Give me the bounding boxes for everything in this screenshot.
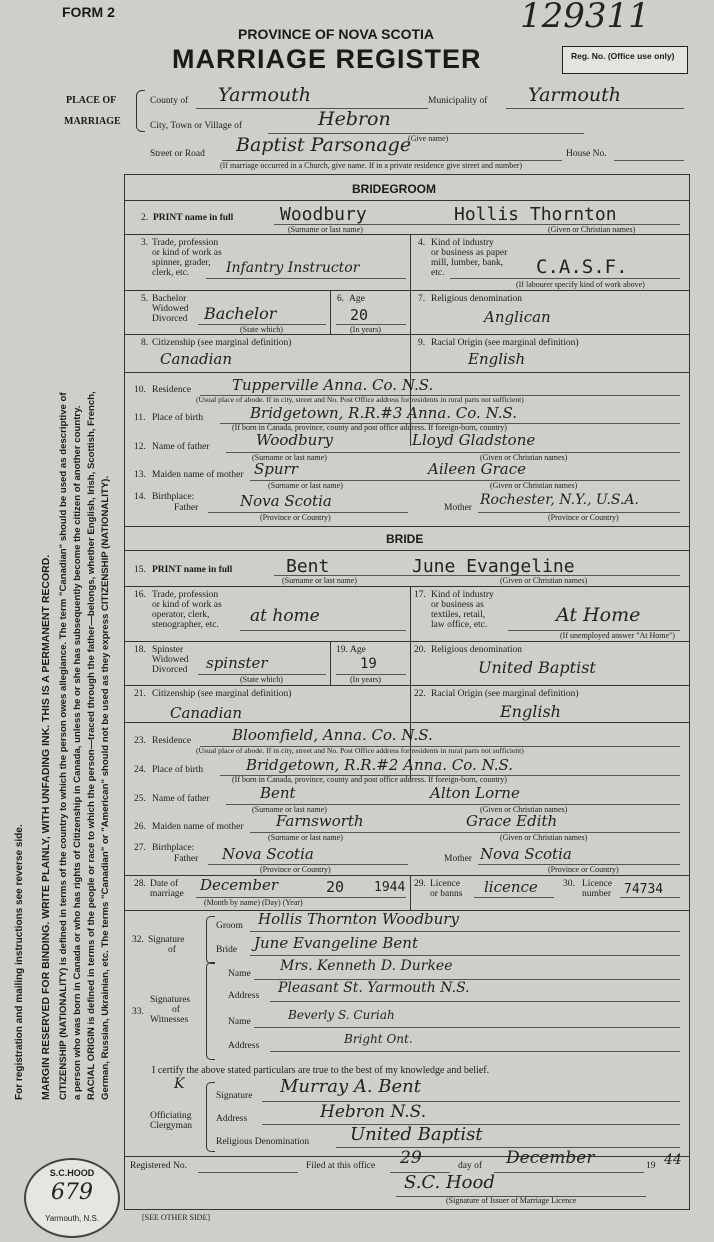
cap-prov-2: (Province or Country) <box>548 513 619 522</box>
f11-num: 11. <box>134 413 146 423</box>
bride-father-given: Alton Lorne <box>430 784 520 802</box>
cap-state-2: (State which) <box>240 675 283 684</box>
f30-label-2: number <box>582 889 612 899</box>
marriage-day: 20 <box>326 878 345 896</box>
bride-given: June Evangeline <box>412 556 575 577</box>
bride-trade: at home <box>250 606 320 626</box>
f28-num: 28. <box>134 879 146 889</box>
margin-text-2: MARGIN RESERVED FOR BINDING. WRITE PLAINLY, WITH UNFADING INK. THIS IS A PERMANENT RECORD. <box>40 554 52 1100</box>
place-label-2: MARRIAGE <box>64 116 121 127</box>
f21-label: Citizenship (see marginal definition) <box>152 689 292 699</box>
f2-label: PRINT name in full <box>153 213 234 223</box>
filed-year: 44 <box>664 1152 682 1168</box>
f7-num: 7. <box>418 294 426 304</box>
f5-num: 5. <box>141 294 149 304</box>
cap-surname-6: (Surname or last name) <box>268 833 343 842</box>
f16-label-3: operator, clerk, <box>152 610 210 620</box>
groom-mother-surname: Spurr <box>254 460 298 478</box>
f10-cap: (Usual place of abode. If in city, street and No. Post Office address for residents in rural parts not sufficient) <box>196 395 524 404</box>
groom-mother-given: Aileen Grace <box>428 460 526 478</box>
f33-num: 33. <box>132 1007 144 1017</box>
reg-no-box <box>562 46 688 74</box>
f11-label: Place of birth <box>152 413 204 423</box>
licence-number: 74734 <box>624 882 664 897</box>
province-title: PROVINCE OF NOVA SCOTIA <box>238 26 435 42</box>
cap-given-4: (Given or Christian names) <box>500 576 588 585</box>
bride-father-birth: Nova Scotia <box>222 845 314 863</box>
clergy-label-1: Officiating <box>150 1111 192 1121</box>
clergy-signature: Murray A. Bent <box>280 1076 422 1097</box>
bride-sig-label: Bride <box>216 945 238 955</box>
witness1-address: Pleasant St. Yarmouth N.S. <box>278 980 470 996</box>
marriage-year: 1944 <box>374 880 406 895</box>
bride-industry: At Home <box>556 604 641 626</box>
f25-label: Name of father <box>152 794 210 804</box>
cap-prov-3: (Province or Country) <box>260 865 331 874</box>
margin-text-4: a person who was born in Canada or who has rights of Citizenship in Canada, unless he or she has subsequently become the citizen of another country. <box>72 405 83 1100</box>
f24-num: 24. <box>134 765 146 775</box>
f8-label: Citizenship (see marginal definition) <box>152 338 292 348</box>
bride-surname: Bent <box>286 556 330 577</box>
f4-note: (If labourer specify kind of work above) <box>516 280 645 289</box>
cap-date: (Month by name) (Day) (Year) <box>204 898 303 907</box>
document-title: MARRIAGE REGISTER <box>172 44 482 74</box>
f32-num: 32. <box>132 935 144 945</box>
bride-father-surname: Bent <box>260 784 296 802</box>
cap-prov-4: (Province or Country) <box>548 865 619 874</box>
clergy-denomination: United Baptist <box>350 1124 483 1145</box>
reg-no-label: Reg. No. (Office use only) <box>571 51 675 61</box>
f26-label: Maiden name of mother <box>152 822 244 832</box>
f18-num: 18. <box>134 645 146 655</box>
clergy-denom-label: Religious Denomination <box>216 1137 310 1147</box>
witness2-name: Beverly S. Curiah <box>288 1008 395 1022</box>
bride-age: 19 <box>360 656 377 672</box>
filed-month: December <box>506 1148 595 1168</box>
bride-racial: English <box>500 702 561 721</box>
f4-label-4: etc. <box>431 268 445 278</box>
city-value: Hebron <box>318 108 391 130</box>
groom-sig-label: Groom <box>216 921 243 931</box>
place-brace <box>136 90 145 132</box>
f18-label-3: Divorced <box>152 665 188 675</box>
f10-num: 10. <box>134 385 146 395</box>
f3-label-3: spinner, grader, <box>152 258 211 268</box>
f5-label-2: Widowed <box>152 304 189 314</box>
f27-mother-label: Mother <box>444 854 472 864</box>
f14-label-2: Father <box>174 503 199 513</box>
municipality-label: Municipality of <box>428 96 488 106</box>
witness2-address: Bright Ont. <box>344 1032 413 1046</box>
f26-num: 26. <box>134 822 146 832</box>
county-label: County of <box>150 96 189 106</box>
section-bridegroom: BRIDEGROOM <box>352 182 436 196</box>
sig-brace <box>206 916 215 964</box>
f3-num: 3. <box>141 238 149 248</box>
groom-mother-birth: Rochester, N.Y., U.S.A. <box>480 492 639 508</box>
give-name-caption: (Give name) <box>408 134 449 143</box>
f9-label: Racial Origin (see marginal definition) <box>431 338 579 348</box>
bride-mother-given: Grace Edith <box>466 812 558 830</box>
cap-given-1: (Given or Christian names) <box>548 225 636 234</box>
f3-label-1: Trade, profession <box>152 238 219 248</box>
issuer-signature: S.C. Hood <box>404 1172 495 1193</box>
f17-num: 17. <box>414 590 426 600</box>
f24-label: Place of birth <box>152 765 204 775</box>
f9-num: 9. <box>418 338 426 348</box>
groom-signature: Hollis Thornton Woodbury <box>258 910 459 928</box>
f2-num: 2. <box>141 213 149 223</box>
bride-signature: June Evangeline Bent <box>254 934 418 952</box>
groom-age: 20 <box>350 306 369 324</box>
groom-industry: C.A.S.F. <box>536 256 628 278</box>
f23-label: Residence <box>152 736 192 746</box>
margin-text-6: German, Russian, Ukrainian, etc. The terms "Canadian" or "American" should not be used as they express CITIZENSHIP (NATIONALITY). <box>100 476 111 1100</box>
groom-residence: Tupperville Anna. Co. N.S. <box>232 376 434 394</box>
f12-num: 12. <box>134 442 146 452</box>
cap-given-6: (Given or Christian names) <box>500 833 588 842</box>
day-of-label: day of <box>458 1161 483 1171</box>
groom-racial: English <box>468 350 526 368</box>
f27-label-2: Father <box>174 854 199 864</box>
street-label: Street or Road <box>150 149 205 159</box>
f3-label-4: clerk, etc. <box>152 268 190 278</box>
f23-num: 23. <box>134 736 146 746</box>
f22-label: Racial Origin (see marginal definition) <box>431 689 579 699</box>
stamp-top-text: S.C.HOOD <box>49 1168 95 1178</box>
f3-label-2: or kind of work as <box>152 248 222 258</box>
clergy-sig-label: Signature <box>216 1091 253 1101</box>
f28-label-2: marriage <box>150 889 184 899</box>
bride-birthplace: Bridgetown, R.R.#2 Anna. Co. N.S. <box>246 756 514 774</box>
f6-label: Age <box>349 294 365 304</box>
f29-num: 29. <box>414 879 426 889</box>
filed-day: 29 <box>400 1148 422 1168</box>
county-value: Yarmouth <box>218 84 312 106</box>
wit-label-1: Signatures <box>150 995 191 1005</box>
filed-label: Filed at this office <box>306 1161 376 1171</box>
f13-num: 13. <box>134 470 146 480</box>
f15-label: PRINT name in full <box>152 565 233 575</box>
f4-label-2: or business as paper <box>431 248 508 258</box>
margin-text-5: RACIAL ORIGIN is defined in terms of the people or race to which the person—traced through the father—belongs, whether English, Irish, Scottish, French, <box>86 391 97 1100</box>
f6-num: 6. <box>337 294 345 304</box>
f13-label: Maiden name of mother <box>152 470 244 480</box>
f14-num: 14. <box>134 492 146 502</box>
form-number: FORM 2 <box>62 4 115 20</box>
f19-num: 19. <box>336 645 348 655</box>
f17-label-4: law office, etc. <box>431 620 488 630</box>
f15-num: 15. <box>134 565 146 575</box>
city-label: City, Town or Village of <box>150 121 242 131</box>
f20-label: Religious denomination <box>431 645 523 655</box>
f30-num: 30. <box>563 879 575 889</box>
f19-label: Age <box>350 645 366 655</box>
cap-given-3: (Given or Christian names) <box>490 481 578 490</box>
f17-note: (If unemployed answer "At Home") <box>560 631 675 640</box>
stamp-bottom-text: Yarmouth, N.S. <box>44 1214 100 1223</box>
bride-residence: Bloomfield, Anna. Co. N.S. <box>232 726 433 744</box>
f17-label-3: textiles, retail, <box>431 610 486 620</box>
f5-label-3: Divorced <box>152 314 188 324</box>
bride-mother-surname: Farnsworth <box>276 812 364 830</box>
registrar-stamp <box>24 1158 120 1238</box>
f21-num: 21. <box>134 689 146 699</box>
street-value: Baptist Parsonage <box>236 134 412 156</box>
f14-label-1: Birthplace: <box>152 492 195 502</box>
f27-label-1: Birthplace: <box>152 843 195 853</box>
cap-surname-2: (Surname or last name) <box>252 453 327 462</box>
wit-label-2: of <box>172 1005 180 1015</box>
groom-father-surname: Woodbury <box>256 431 333 449</box>
marriage-month: December <box>200 876 279 894</box>
f29-label-1: Licence <box>430 879 461 889</box>
f24-cap: (If born in Canada, province, county and post office address. If foreign-born, country) <box>232 775 507 784</box>
cap-given-2: (Given or Christian names) <box>480 453 568 462</box>
cap-surname-4: (Surname or last name) <box>282 576 357 585</box>
f5-label-1: Bachelor <box>152 294 187 304</box>
clergy-mark: K <box>174 1076 185 1092</box>
margin-text-1: For registration and mailing instructions see reverse side. <box>14 824 25 1100</box>
bride-status: spinster <box>206 654 268 672</box>
cap-state-1: (State which) <box>240 325 283 334</box>
f7-label: Religious denomination <box>431 294 523 304</box>
f4-label-1: Kind of industry <box>431 238 494 248</box>
f4-num: 4. <box>418 238 426 248</box>
f29-label-2: or banns <box>430 889 463 899</box>
f30-label-1: Licence <box>582 879 613 889</box>
licence-type: licence <box>484 878 538 896</box>
f4-label-3: mill, lumber, bank, <box>431 258 504 268</box>
f11-cap: (If born in Canada, province, county and post office address. If foreign-born, country) <box>232 423 507 432</box>
section-bride: BRIDE <box>386 532 424 546</box>
f12-label: Name of father <box>152 442 210 452</box>
f16-label-1: Trade, profession <box>152 590 219 600</box>
registered-label: Registered No. <box>130 1161 187 1171</box>
f22-num: 22. <box>414 689 426 699</box>
stamp-number: 679 <box>51 1180 93 1205</box>
f16-label-4: stenographer, etc. <box>152 620 219 630</box>
clergy-label-2: Clergyman <box>150 1121 193 1131</box>
f27-num: 27. <box>134 843 146 853</box>
clergy-address: Hebron N.S. <box>320 1102 427 1122</box>
f17-label-2: or business as <box>431 600 484 610</box>
cap-years-1: (In years) <box>350 325 381 334</box>
groom-trade: Infantry Instructor <box>226 260 360 276</box>
f25-num: 25. <box>134 794 146 804</box>
cap-surname-5: (Surname or last name) <box>252 805 327 814</box>
cap-prov-1: (Province or Country) <box>260 513 331 522</box>
register-number: 129311 <box>520 0 650 36</box>
f20-num: 20. <box>414 645 426 655</box>
wit2-address-label: Address <box>228 1041 260 1051</box>
house-label: House No. <box>566 149 607 159</box>
witness1-name: Mrs. Kenneth D. Durkee <box>280 958 453 974</box>
cap-given-5: (Given or Christian names) <box>480 805 568 814</box>
clergy-brace <box>206 1082 215 1152</box>
groom-birthplace: Bridgetown, R.R.#3 Anna. Co. N.S. <box>250 404 518 422</box>
cap-surname-1: (Surname or last name) <box>288 225 363 234</box>
issuer-caption: (Signature of Issuer of Marriage Licence <box>446 1196 577 1205</box>
f23-cap: (Usual place of abode. If in city, street and No. Post Office address for residents in rural parts not sufficient) <box>196 746 524 755</box>
groom-religion: Anglican <box>484 308 551 326</box>
place-label-1: PLACE OF <box>66 95 117 106</box>
f28-label-1: Date of <box>150 879 179 889</box>
margin-text-3: CITIZENSHIP (NATIONALITY) is defined in terms of the country to which the person owes allegiance. The term "Canadian" should be used as descriptive of <box>58 392 69 1100</box>
groom-status: Bachelor <box>204 304 277 323</box>
groom-given: Hollis Thornton <box>454 204 617 225</box>
bride-citizenship: Canadian <box>170 704 243 722</box>
wit1-address-label: Address <box>228 991 260 1001</box>
f16-num: 16. <box>134 590 146 600</box>
year-prefix: 19 <box>646 1161 656 1171</box>
f17-label-1: Kind of industry <box>431 590 494 600</box>
f16-label-2: or kind of work as <box>152 600 222 610</box>
sig-label-2: of <box>168 945 176 955</box>
f10-label: Residence <box>152 385 192 395</box>
bride-mother-birth: Nova Scotia <box>480 845 572 863</box>
f14-mother-label: Mother <box>444 503 472 513</box>
municipality-value: Yarmouth <box>528 84 622 106</box>
groom-father-given: Lloyd Gladstone <box>412 431 536 449</box>
cap-years-2: (In years) <box>350 675 381 684</box>
wit-label-3: Witnesses <box>150 1015 189 1025</box>
groom-father-birth: Nova Scotia <box>240 492 332 510</box>
bride-religion: United Baptist <box>478 658 596 677</box>
cap-surname-3: (Surname or last name) <box>268 481 343 490</box>
wit1-name-label: Name <box>228 969 251 979</box>
wit2-name-label: Name <box>228 1017 251 1027</box>
sig-label-1: Signature <box>148 935 185 945</box>
wit-brace <box>206 962 215 1060</box>
groom-surname: Woodbury <box>280 204 367 225</box>
f18-label-1: Spinster <box>152 645 184 655</box>
clergy-address-label: Address <box>216 1114 248 1124</box>
f18-label-2: Widowed <box>152 655 189 665</box>
certify-text: I certify the above stated particulars are true to the best of my knowledge and belief. <box>152 1065 490 1076</box>
f8-num: 8. <box>141 338 149 348</box>
place-note: (If marriage occurred in a Church, give name. If in a private residence give street and number) <box>220 161 523 170</box>
groom-citizenship: Canadian <box>160 350 233 368</box>
see-other-side: [SEE OTHER SIDE] <box>142 1213 210 1222</box>
